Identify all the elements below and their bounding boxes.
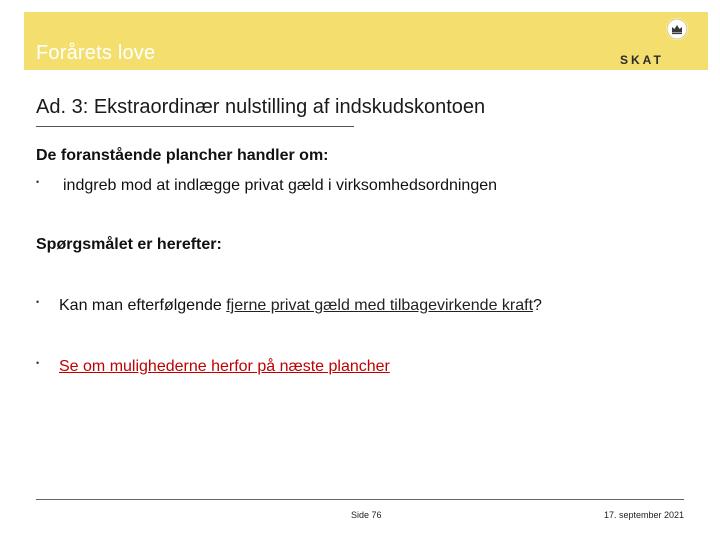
footer-date: 17. september 2021 <box>603 510 684 520</box>
skat-logo <box>618 18 688 68</box>
question-prefix: Kan man efterfølgende <box>59 297 227 314</box>
footer-divider <box>36 499 684 500</box>
logo-text: SKAT <box>620 53 664 67</box>
question-heading: Spørgsmålet er herefter: <box>36 236 222 253</box>
next-slides-bullet-text <box>59 358 390 376</box>
slide-title: Ad. 3: Ekstraordinær nulstilling af indskudskontoen <box>36 96 486 118</box>
remove-debt-link[interactable]: fjerne privat gæld med tilbagevirkende kraft <box>226 297 534 314</box>
header-title: Forårets love <box>36 42 156 64</box>
header-bar <box>24 12 708 70</box>
page-number: Side 76 <box>351 510 382 520</box>
intro-heading: De foranstående plancher handler om: <box>36 147 329 164</box>
bullet-icon: • <box>36 297 40 307</box>
bullet-icon: • <box>36 358 40 368</box>
question-suffix: ? <box>533 297 542 314</box>
bullet-icon: • <box>36 177 40 187</box>
title-divider <box>36 126 354 127</box>
crown-emblem-icon <box>666 18 688 40</box>
intro-bullet-text: indgreb mod at indlægge privat gæld i virksomhedsordningen <box>63 177 498 194</box>
next-slides-link[interactable]: Se om mulighederne herfor på næste plancher <box>59 358 390 375</box>
question-bullet-text <box>59 297 542 315</box>
